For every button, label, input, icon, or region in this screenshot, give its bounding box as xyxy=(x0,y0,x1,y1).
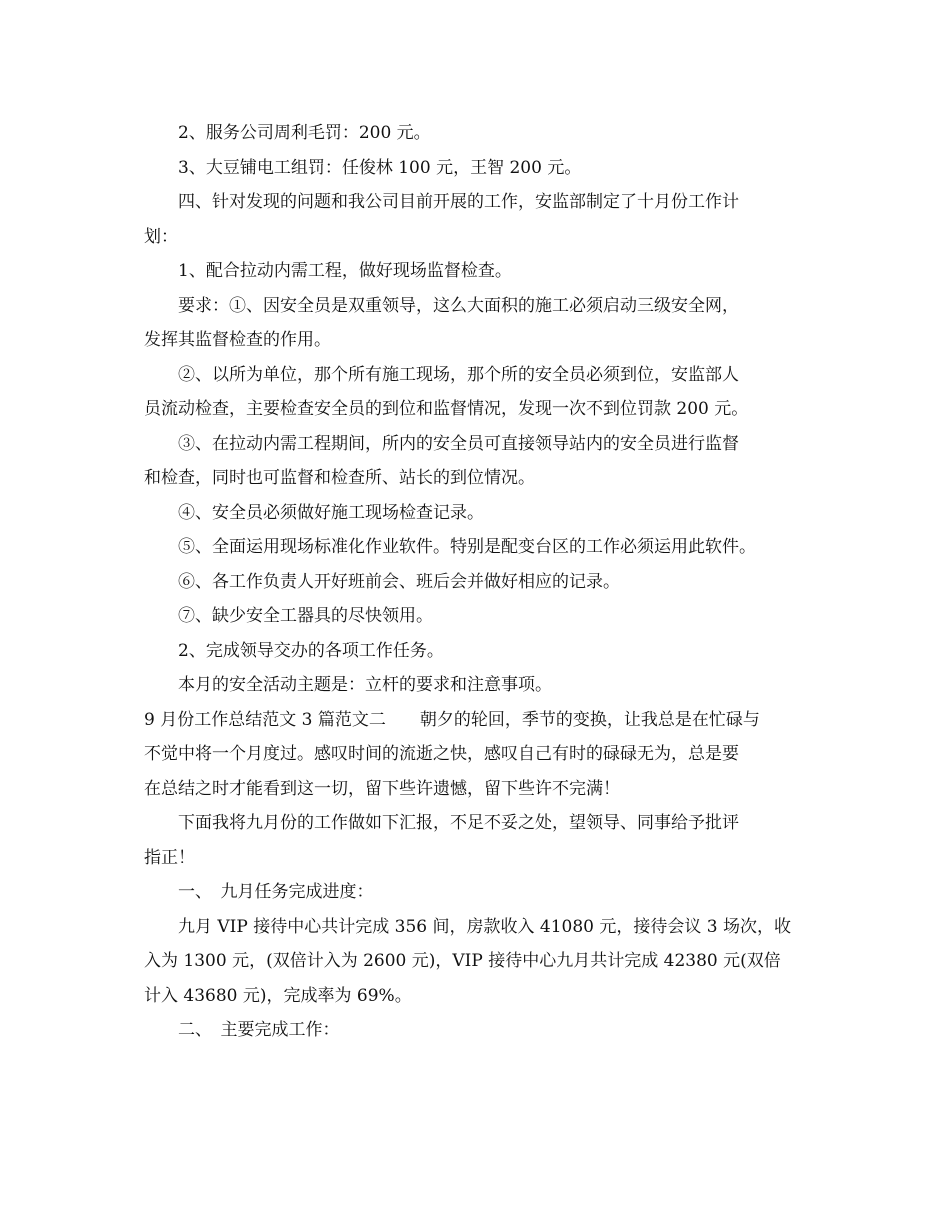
text-line: ⑤、全面运用现场标准化作业软件。特别是配变台区的工作必须运用此软件。 xyxy=(178,537,756,557)
text-line: 员流动检查，主要检查安全员的到位和监督情况，发现一次不到位罚款 200 元。 xyxy=(144,399,749,419)
text-line: 不觉中将一个月度过。感叹时间的流逝之快，感叹自己有时的碌碌无为，总是要 xyxy=(144,744,739,764)
text-line: 1、配合拉动内需工程，做好现场监督检查。 xyxy=(178,261,512,281)
text-line: 九月 VIP 接待中心共计完成 356 间，房款收入 41080 元，接待会议 3 场次，收 xyxy=(178,916,792,937)
text-line: 计入 43680 元)，完成率为 69%。 xyxy=(144,985,412,1006)
text-line: 下面我将九月份的工作做如下汇报，不足不妥之处，望领导、同事给予批评 xyxy=(178,813,739,833)
text-line: 二、 主要完成工作： xyxy=(178,1020,340,1040)
text-line: 发挥其监督检查的作用。 xyxy=(144,330,331,350)
text-line: ③、在拉动内需工程期间，所内的安全员可直接领导站内的安全员进行监督 xyxy=(178,433,739,454)
text-line: 3、大豆铺电工组罚：任俊林 100 元，王智 200 元。 xyxy=(178,157,582,178)
text-line: 本月的安全活动主题是：立杆的要求和注意事项。 xyxy=(178,675,552,695)
text-line: 要求：①、因安全员是双重领导，这么大面积的施工必须启动三级安全网， xyxy=(178,295,739,316)
section-heading-line: 9 月份工作总结范文 3 篇范文二 朝夕的轮回，季节的变换，让我总是在忙碌与 xyxy=(144,709,760,730)
text-line: ②、以所为单位，那个所有施工现场，那个所的安全员必须到位，安监部人 xyxy=(178,364,739,385)
text-line: ④、安全员必须做好施工现场检查记录。 xyxy=(178,502,484,523)
text-line: ⑦、缺少安全工器具的尽快领用。 xyxy=(178,606,433,626)
text-line: 一、 九月任务完成进度： xyxy=(178,882,374,902)
text-line: 入为 1300 元，(双倍计入为 2600 元)，VIP 接待中心九月共计完成 42380 元(双倍 xyxy=(144,951,781,971)
document-body xyxy=(144,116,810,1048)
text-line: ⑥、各工作负责人开好班前会、班后会并做好相应的记录。 xyxy=(178,571,620,592)
text-line: 2、服务公司周利毛罚：200 元。 xyxy=(178,123,431,143)
text-line: 和检查，同时也可监督和检查所、站长的到位情况。 xyxy=(144,468,535,488)
text-line: 指正！ xyxy=(144,847,195,868)
text-line: 划： xyxy=(144,226,178,247)
text-line: 在总结之时才能看到这一切，留下些许遗憾，留下些许不完满！ xyxy=(144,778,620,799)
text-line: 2、完成领导交办的各项工作任务。 xyxy=(178,640,444,661)
text-line: 四、针对发现的问题和我公司目前开展的工作，安监部制定了十月份工作计 xyxy=(178,192,739,212)
